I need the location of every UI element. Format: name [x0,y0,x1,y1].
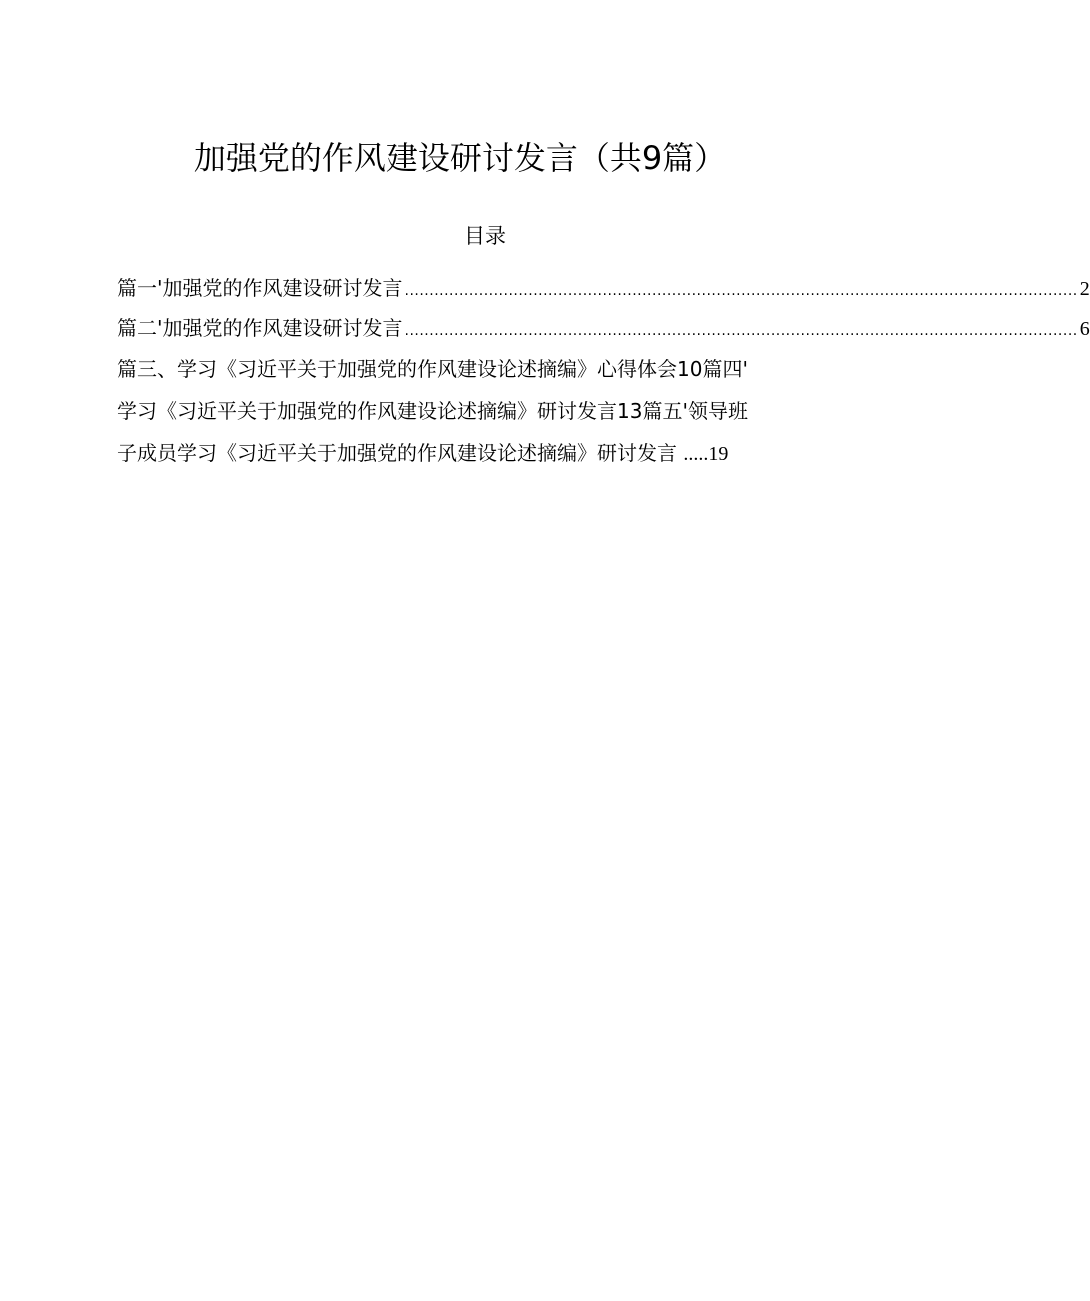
toc-para-line-3-text: 子成员学习《习近平关于加强党的作风建设论述摘编》研讨发言 [117,441,677,465]
toc-entry-title: 篇一'加强党的作风建设研讨发言 [117,276,403,300]
toc-dot-leader: ........................................................................................................................................ [404,323,1078,339]
toc-entry-title: 篇二'加强党的作风建设研讨发言 [117,316,403,340]
toc-entry-1[interactable] [117,268,1090,308]
toc-para-line-1[interactable]: 篇三、学习《习近平关于加强党的作风建设论述摘编》心得体会10篇四' [117,357,748,381]
document-title: 加强党的作风建设研讨发言（共9篇） [193,139,727,177]
toc-entry-page: 6 [1079,318,1090,340]
toc-para-line-3[interactable] [117,432,847,475]
toc-para-line-2[interactable]: 学习《习近平关于加强党的作风建设论述摘编》研讨发言13篇五'领导班 [117,399,748,423]
toc-entry-page: 19 [708,443,729,465]
toc-merged-entries [117,348,847,475]
toc-dot-leader: ..... [683,443,709,465]
table-of-contents [117,268,1090,475]
toc-heading: 目录 [464,224,506,248]
toc-entry-2[interactable] [117,308,1090,348]
toc-dot-leader: ........................................................................................................................................ [404,283,1078,299]
toc-entry-page: 2 [1079,278,1090,300]
